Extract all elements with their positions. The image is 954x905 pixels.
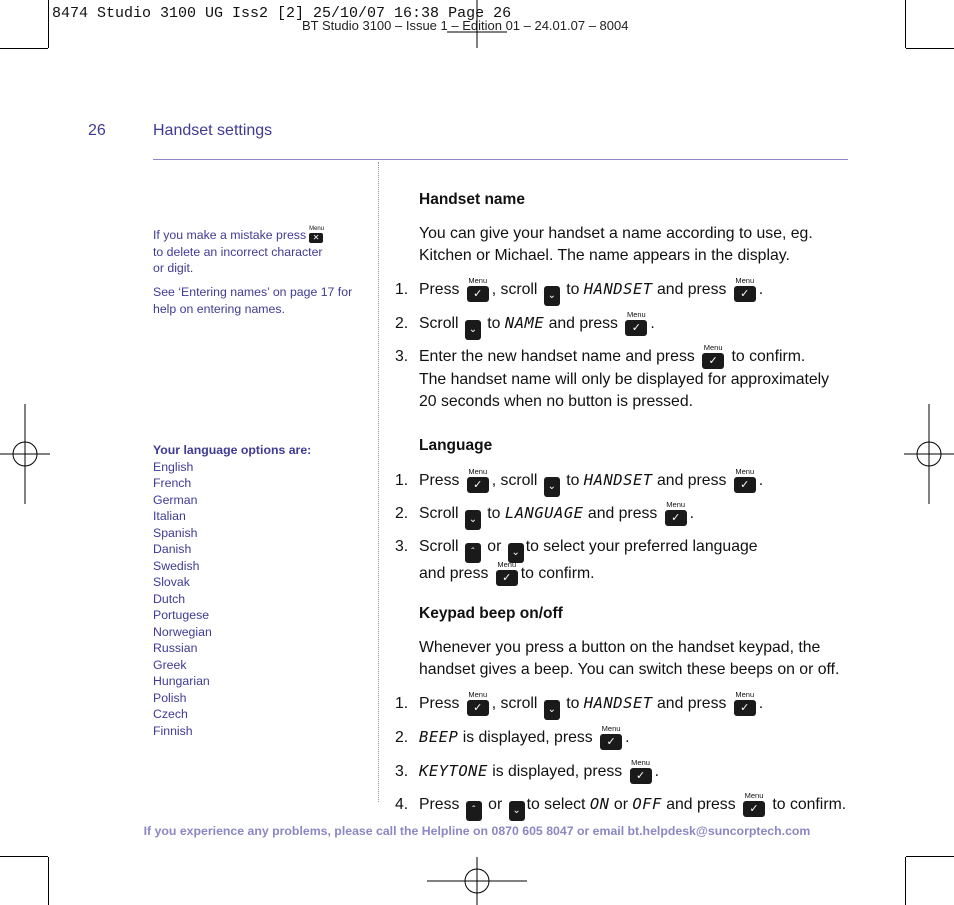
keypad-beep-step-4: 4. Press ˆ or ⌄ to select ON or OFF and press Menu ✓ to confirm. [395, 793, 846, 821]
menu-ok-key-icon: Menu ✓ [497, 560, 517, 584]
menu-ok-key-icon: Menu ✓ [468, 690, 488, 714]
language-item: Italian [153, 509, 186, 523]
language-item: Finnish [153, 723, 193, 738]
scroll-down-key-icon: ⌄ [544, 477, 560, 497]
edition-slug: BT Studio 3100 – Issue 1 – Edition 01 – 24.01.07 – 8004 [302, 18, 629, 33]
menu-ok-key-icon: Menu ✓ [703, 343, 723, 367]
language-item: German [153, 492, 198, 507]
menu-ok-key-icon: Menu ✓ [735, 276, 755, 300]
handset-name-step-3: 3. Enter the new handset name and press Menu ✓ to confirm. The handset name will only be displayed for approximately 20 seconds when no button is pressed. [395, 343, 830, 410]
language-item: French [153, 476, 192, 490]
language-item: Norwegian [153, 624, 212, 639]
menu-ok-key-icon: Menu ✓ [468, 276, 488, 300]
handset-name-intro: You can give your handset a name according to use, eg. Kitchen or Michael. The name appears in the display. [419, 225, 813, 264]
menu-ok-key-icon: Menu ✓ [631, 758, 650, 782]
menu-ok-key-icon: Menu ✓ [735, 690, 755, 714]
language-step-1: 1. Press Menu ✓ , scroll ⌄ to HANDSET and press Menu ✓ . [395, 469, 763, 497]
registration-mark-right [904, 404, 954, 504]
language-item: Russian [153, 641, 198, 655]
language-item: Hungarian [153, 674, 210, 688]
heading-keypad-beep: Keypad beep on/off [419, 605, 563, 622]
language-item: Spanish [153, 525, 198, 540]
scroll-down-key-icon: ⌄ [508, 543, 524, 563]
section-title: Handset settings [153, 122, 273, 139]
handset-name-step-1: 1. Press Menu ✓ , scroll ⌄ to HANDSET and press Menu ✓ . [395, 278, 763, 306]
language-item: Swedish [153, 558, 200, 573]
registration-mark-bottom [427, 857, 527, 905]
header-rule [153, 159, 848, 160]
menu-ok-key-icon: Menu ✓ [468, 467, 488, 491]
scroll-down-key-icon: ⌄ [544, 700, 560, 720]
menu-ok-key-icon: Menu ✓ [626, 310, 646, 334]
keypad-beep-step-2: 2. BEEP is displayed, press Menu ✓ . [395, 724, 630, 748]
language-options-title: Your language options are: [153, 443, 312, 457]
tip-entering-names: See ‘Entering names’ on page 17 for help on entering names. [153, 285, 353, 316]
keypad-beep-step-3: 3. KEYTONE is displayed, press Menu ✓ . [395, 758, 659, 782]
scroll-up-key-icon: ˆ [465, 543, 481, 563]
language-step-2: 2. Scroll ⌄ to LANGUAGE and press Menu ✓ . [395, 502, 694, 530]
scroll-down-key-icon: ⌄ [465, 510, 481, 530]
keypad-beep-step-1: 1. Press Menu ✓ , scroll ⌄ to HANDSET and press Menu ✓ . [395, 692, 763, 720]
delete-key-icon: Menu ✕ [309, 226, 325, 242]
language-item: Dutch [153, 591, 186, 606]
language-options [153, 442, 311, 739]
menu-ok-key-icon: Menu ✓ [666, 500, 686, 524]
language-item: Danish [153, 542, 192, 556]
menu-ok-key-icon: Menu ✓ [735, 467, 755, 491]
language-item: Greek [153, 657, 187, 672]
language-item: Polish [153, 690, 187, 705]
scroll-up-key-icon: ˆ [466, 801, 482, 821]
column-divider [378, 162, 379, 802]
heading-language: Language [419, 437, 493, 454]
language-item: Slovak [153, 575, 190, 589]
registration-mark-left [0, 404, 50, 504]
printer-slug: 8474 Studio 3100 UG Iss2 [2] 25/10/07 16:38 Page 26 [52, 5, 512, 22]
menu-ok-key-icon: Menu ✓ [601, 724, 621, 748]
language-item: Portugese [153, 608, 210, 622]
helpline-footer: If you experience any problems, please call the Helpline on 0870 605 8047 or email bt.helpdesk@suncorptech.com [143, 824, 811, 838]
heading-handset-name: Handset name [419, 191, 525, 208]
handset-name-step-2: 2. Scroll ⌄ to NAME and press Menu ✓ . [395, 312, 655, 340]
page-number: 26 [88, 122, 106, 139]
language-step-3: 3. Scroll ˆ or ⌄ to select your preferred language and press Menu ✓ to confirm. [395, 538, 758, 584]
scroll-down-key-icon: ⌄ [509, 801, 525, 821]
registration-mark-top [447, 0, 507, 48]
keypad-beep-intro: Whenever you press a button on the handset keypad, the handset gives a beep. You can switch these beeps on or off. [419, 639, 840, 678]
tip-mistake: If you make a mistake press Menu ✕ to delete an incorrect character or digit. [153, 226, 325, 275]
scroll-down-key-icon: ⌄ [544, 286, 560, 306]
language-item: Czech [153, 707, 188, 721]
scroll-down-key-icon: ⌄ [465, 320, 481, 340]
language-item: English [153, 459, 194, 474]
menu-ok-key-icon: Menu ✓ [744, 791, 764, 815]
